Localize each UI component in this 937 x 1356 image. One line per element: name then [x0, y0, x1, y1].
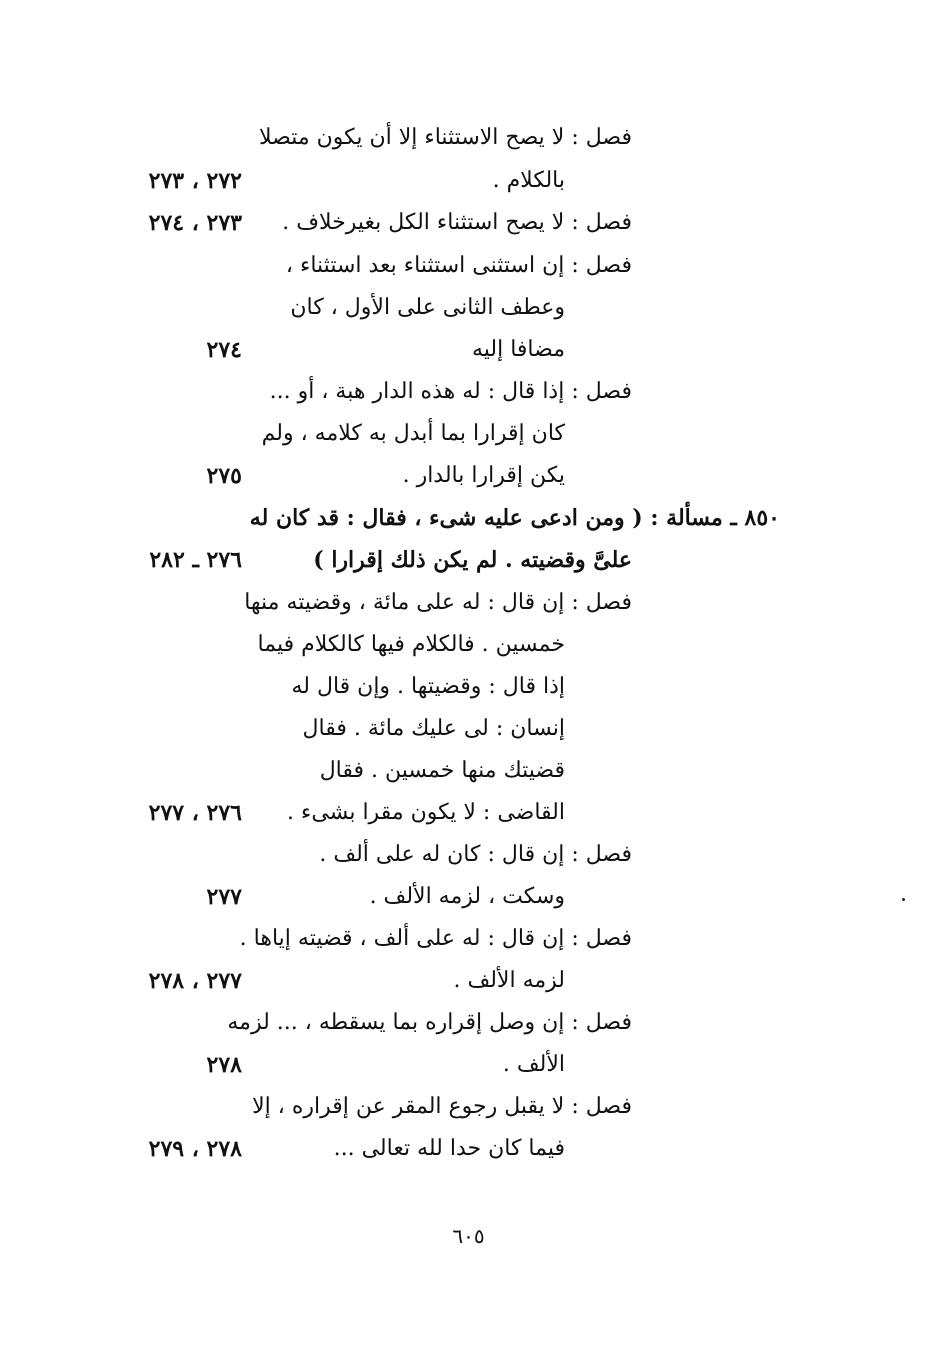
index-line: فصل : إن وصل إقراره بما يسقطه ، ... لزمه [227, 1010, 632, 1035]
index-line: فصل : لا يصح الاستثناء إلا أن يكون متصلا [259, 125, 632, 150]
index-line: بالكلام . [492, 168, 565, 193]
index-line: فصل : إذا قال : له هذه الدار هبة ، أو ... [269, 379, 632, 404]
index-heading-line: علىَّ وقضيته . لم يكن ذلك إقرارا ) [313, 547, 632, 573]
index-line: إذا قال : وقضيتها . وإن قال له [291, 674, 565, 699]
page-reference: ٢٧٣ ، ٢٧٤ [148, 210, 242, 236]
index-line: فصل : إن قال : كان له على ألف . [319, 842, 632, 867]
index-line: فصل : إن قال : له على مائة ، وقضيته منها [244, 590, 632, 615]
index-line: خمسين . فالكلام فيها كالكلام فيما [257, 632, 565, 657]
page-reference: ٢٧٢ ، ٢٧٣ [148, 168, 242, 194]
page-reference: ٢٧٨ ، ٢٧٩ [148, 1136, 242, 1162]
index-line: كان إقرارا بما أبدل به كلامه ، ولم [261, 421, 565, 446]
index-line: قضيتك منها خمسين . فقال [319, 758, 565, 783]
index-line: وعطف الثانى على الأول ، كان [290, 295, 565, 320]
page-number: ٦٠٥ [452, 1224, 485, 1248]
page-reference: ٢٧٦ ، ٢٧٧ [148, 800, 242, 826]
index-line: الألف . [502, 1052, 565, 1077]
page-reference: ٢٧٧ [206, 884, 242, 910]
index-line: فصل : لا يصح استثناء الكل بغيرخلاف . [282, 210, 632, 235]
index-heading-line: ٨٥٠ ـ مسألة : ( ومن ادعى عليه شىء ، فقال : قد كان له [249, 505, 780, 531]
index-line: لزمه الألف . [453, 968, 565, 993]
scan-speck [902, 898, 905, 901]
index-line: فصل : لا يقبل رجوع المقر عن إقراره ، إلا [252, 1094, 632, 1119]
index-line: فصل : إن استثنى استثناء بعد استثناء ، [285, 253, 632, 278]
index-line: مضافا إليه [471, 337, 565, 362]
index-line: يكن إقرارا بالدار . [402, 463, 565, 488]
page-reference: ٢٧٥ [206, 463, 242, 489]
index-line: وسكت ، لزمه الألف . [369, 884, 565, 909]
page-reference: ٢٧٤ [206, 337, 242, 363]
page-reference: ٢٧٦ ـ ٢٨٢ [149, 547, 242, 573]
page-reference: ٢٧٧ ، ٢٧٨ [148, 968, 242, 994]
index-line: فيما كان حدا لله تعالى ... [333, 1136, 565, 1161]
index-line: القاضى : لا يكون مقرا بشىء . [287, 800, 565, 825]
index-line: فصل : إن قال : له على ألف ، قضيته إياها . [239, 926, 632, 951]
page-reference: ٢٧٨ [206, 1052, 242, 1078]
index-line: إنسان : لى عليك مائة . فقال [302, 716, 565, 741]
